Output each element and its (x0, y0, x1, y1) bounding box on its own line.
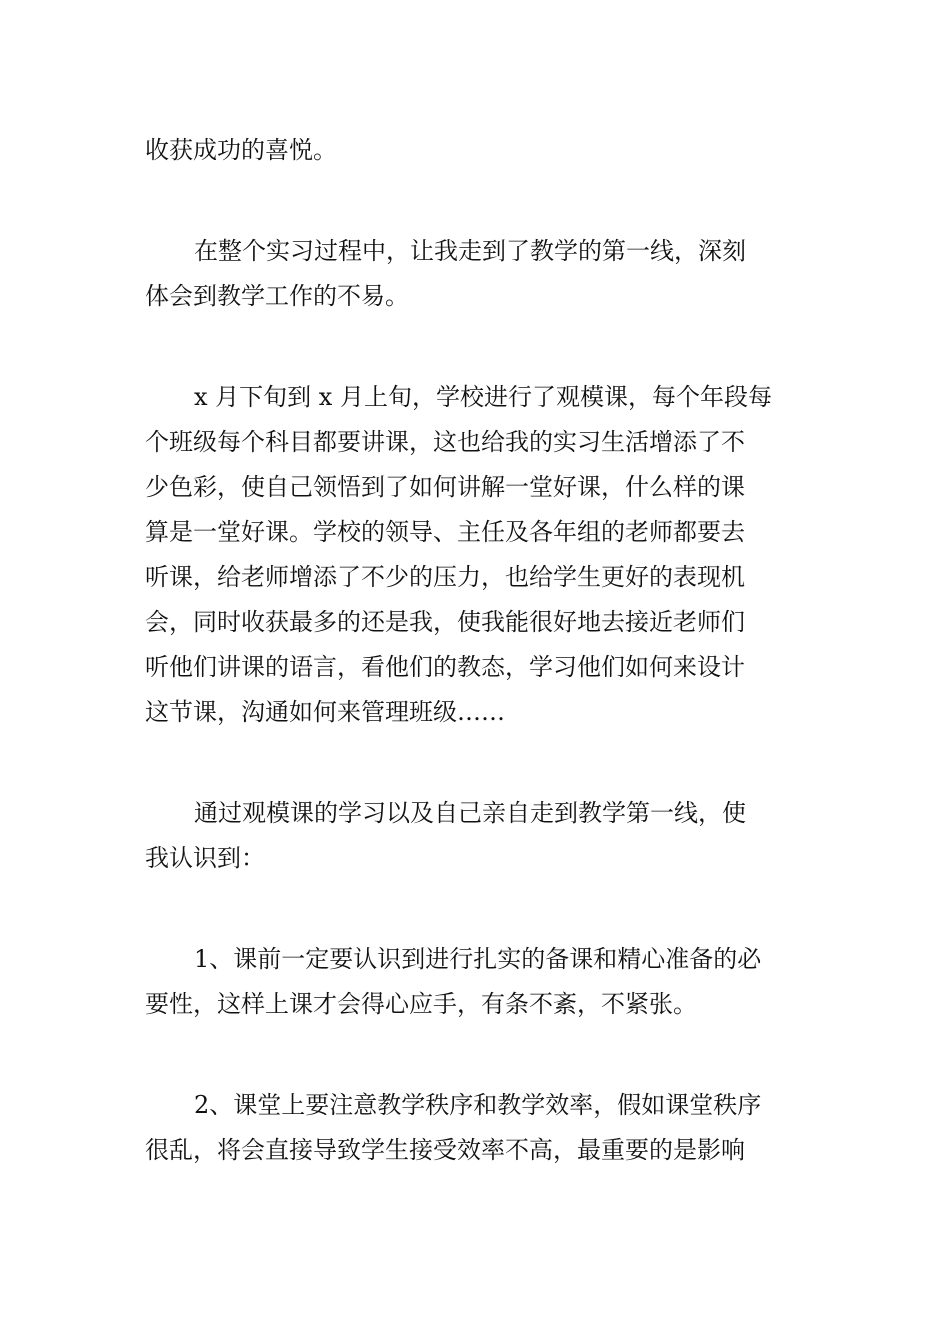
text-line: 听课，给老师增添了不少的压力，也给学生更好的表现机 (145, 563, 745, 591)
text-line: 2、课堂上要注意教学秩序和教学效率，假如课堂秩序 (194, 1091, 762, 1119)
text-line: 1、课前一定要认识到进行扎实的备课和精心准备的必 (194, 945, 762, 973)
paragraph-1 (145, 128, 807, 173)
text-line: 听他们讲课的语言，看他们的教态，学习他们如何来设计 (145, 653, 745, 681)
text-line: 体会到教学工作的不易。 (145, 282, 409, 310)
text-line: 个班级每个科目都要讲课，这也给我的实习生活增添了不 (145, 428, 745, 456)
text-line: x 月下旬到 x 月上旬，学校进行了观模课，每个年段每 (194, 383, 772, 411)
text-line: 算是一堂好课。学校的领导、主任及各年组的老师都要去 (145, 518, 745, 546)
text-line: 要性，这样上课才会得心应手，有条不紊，不紧张。 (145, 990, 697, 1018)
text-line: 通过观模课的学习以及自己亲自走到教学第一线，使 (194, 799, 746, 827)
paragraph-2 (145, 229, 807, 319)
text-line: 很乱，将会直接导致学生接受效率不高，最重要的是影响 (145, 1136, 745, 1164)
text-line: 在整个实习过程中，让我走到了教学的第一线，深刻 (194, 237, 746, 265)
paragraph-5 (145, 937, 807, 1027)
text-line: 我认识到： (145, 844, 265, 872)
paragraph-6 (145, 1083, 807, 1173)
text-line: 少色彩，使自己领悟到了如何讲解一堂好课，什么样的课 (145, 473, 745, 501)
text-line: 收获成功的喜悦。 (145, 136, 337, 164)
paragraph-4 (145, 791, 807, 881)
text-line: 会，同时收获最多的还是我，使我能很好地去接近老师们 (145, 608, 745, 636)
paragraph-3 (145, 375, 807, 735)
document-body (145, 128, 807, 1229)
text-line: 这节课，沟通如何来管理班级…… (145, 698, 505, 726)
